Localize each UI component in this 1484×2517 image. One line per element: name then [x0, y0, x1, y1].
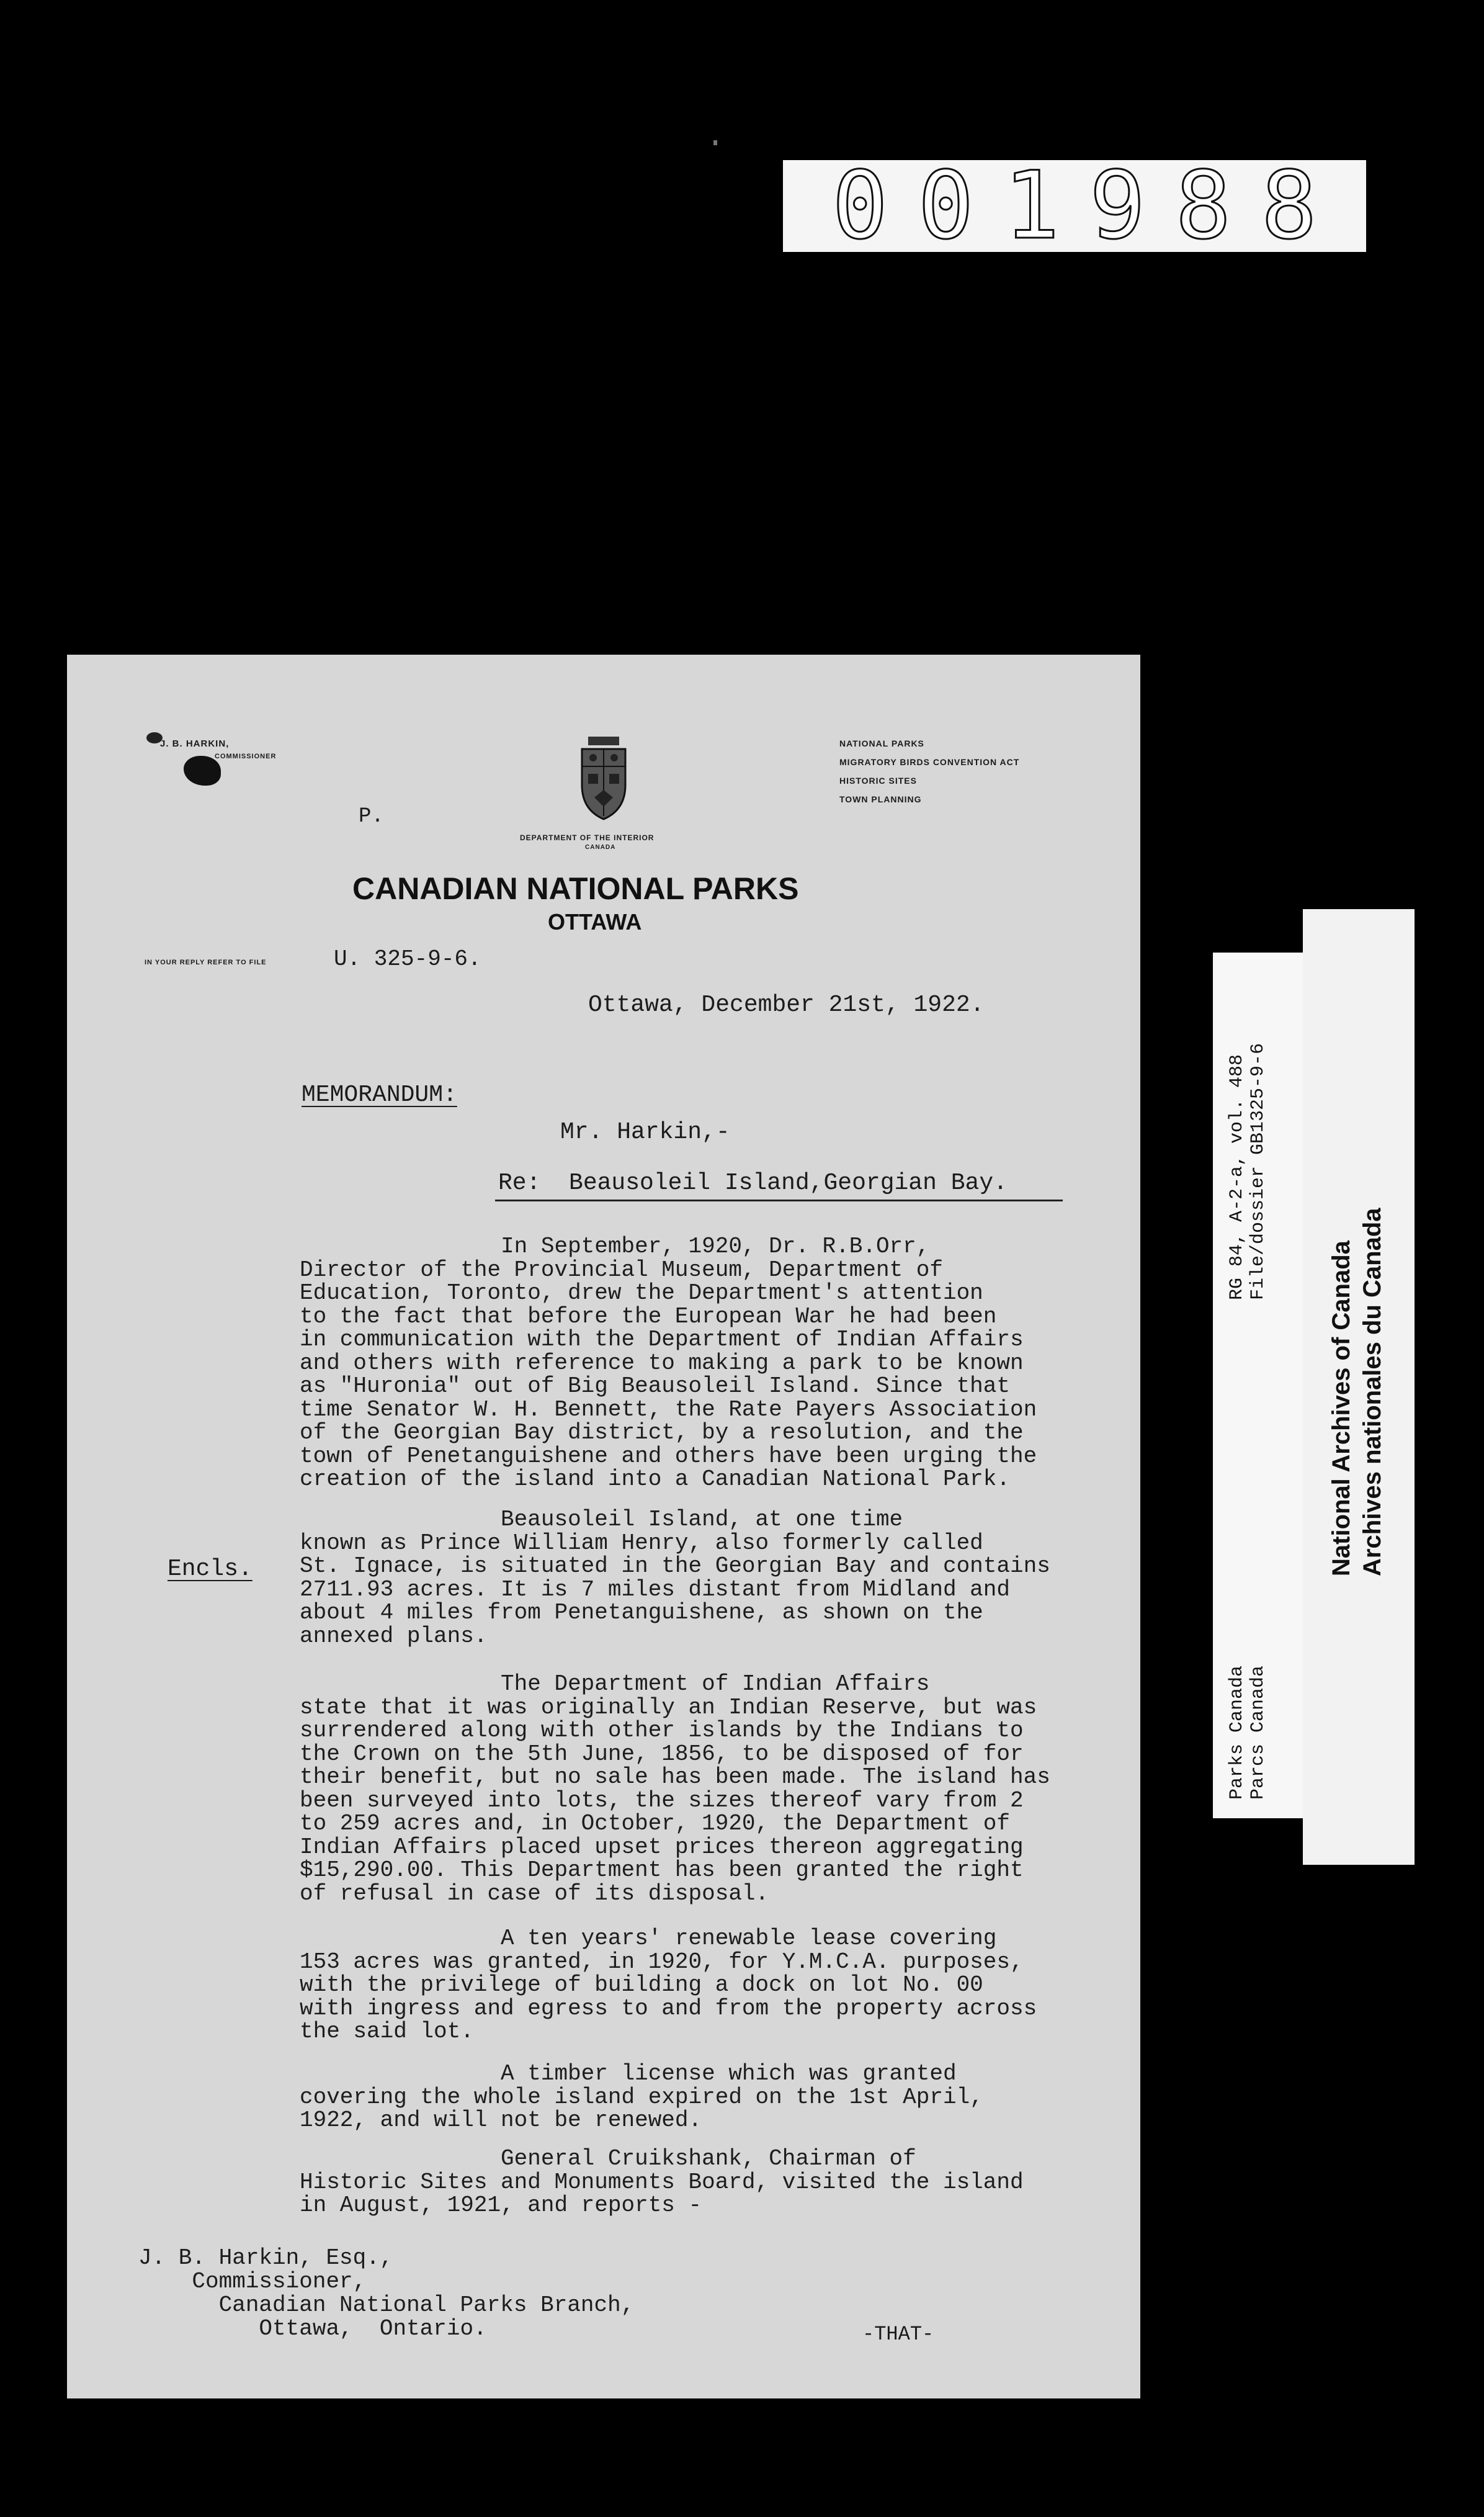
text-line: 1922, and will not be renewed. [300, 2107, 702, 2133]
text-line: St. Ignace, is situated in the Georgian Bay and contains [300, 1553, 1050, 1579]
text-line: Education, Toronto, drew the Department's attention [300, 1280, 983, 1306]
archive-reference-card [1213, 953, 1306, 1818]
text-line: been surveyed into lots, the sizes thereof vary from 2 [300, 1787, 1024, 1813]
text-line: $15,290.00. This Department has been granted the right [300, 1857, 1024, 1883]
text-line: Director of the Provincial Museum, Department of [300, 1257, 943, 1283]
frame-number: 001988 [832, 152, 1347, 260]
text-line: annexed plans. [300, 1623, 488, 1649]
text-line: surrendered along with other islands by the Indians to [300, 1718, 1024, 1743]
address-line: J. B. Harkin, Esq., [138, 2245, 393, 2271]
text-line: known as Prince William Henry, also formerly called [300, 1530, 983, 1556]
text-line: 153 acres was granted, in 1920, for Y.M.C.A. purposes, [300, 1949, 1024, 1975]
text-line: A timber license which was granted [300, 2061, 957, 2086]
text-line: A ten years' renewable lease covering [300, 1926, 997, 1951]
national-archives-card [1303, 909, 1415, 1865]
paragraph-3 [300, 1672, 1050, 1905]
text-line: in August, 1921, and reports - [300, 2192, 702, 2218]
paragraph-2 [300, 1508, 1050, 1648]
text-line: about 4 miles from Penetanguishene, as shown on the [300, 1600, 983, 1625]
text-line: and others with reference to making a park to be known [300, 1350, 1024, 1376]
text-line: their benefit, but no sale has been made. The island has [300, 1764, 1050, 1790]
ink-stain [184, 756, 221, 786]
text-line: as "Huronia" out of Big Beausoleil Island. Since that [300, 1373, 1010, 1399]
text-line: creation of the island into a Canadian National Park. [300, 1466, 1010, 1492]
address-line: Canadian National Parks Branch, [138, 2292, 635, 2318]
text-line: time Senator W. H. Bennett, the Rate Payers Association [300, 1396, 1037, 1422]
text-line: 2711.93 acres. It is 7 miles distant from Midland and [300, 1576, 1010, 1602]
department-caption-country: CANADA [585, 844, 616, 851]
file-ref-value: U. 325-9-6. [334, 946, 481, 972]
archive-ref-line1: RG 84, A-2-a, vol. 488 [1227, 1054, 1248, 1300]
film-speck [713, 140, 717, 145]
branch-historic-sites: HISTORIC SITES [839, 776, 917, 786]
national-archives-fr: Archives nationales du Canada [1359, 1208, 1386, 1576]
text-line: In September, 1920, Dr. R.B.Orr, [300, 1234, 930, 1259]
text-line: Historic Sites and Monuments Board, visited the island [300, 2169, 1024, 2195]
paragraph-4 [300, 1927, 1037, 2044]
address-line: Commissioner, [138, 2269, 367, 2294]
text-line: of the Georgian Bay district, by a resolution, and the [300, 1420, 1024, 1445]
parks-canada-en: Parks Canada [1227, 1665, 1248, 1800]
address-line: Ottawa, Ontario. [138, 2316, 487, 2341]
paragraph-6 [300, 2147, 1024, 2217]
branch-migratory-birds: MIGRATORY BIRDS CONVENTION ACT [839, 757, 1020, 767]
text-line: covering the whole island expired on the 1st April, [300, 2084, 983, 2110]
memo-label: MEMORANDUM: [302, 1082, 457, 1108]
text-line: in communication with the Department of Indian Affairs [300, 1327, 1024, 1352]
addressee: Mr. Harkin,- [560, 1119, 730, 1146]
frame-number-box [783, 152, 1366, 260]
department-caption: DEPARTMENT OF THE INTERIOR [520, 833, 655, 842]
subject-line: Re: Beausoleil Island,Georgian Bay. [498, 1170, 1008, 1196]
branch-town-planning: TOWN PLANNING [839, 794, 922, 804]
text-line: with the privilege of building a dock on lot No. 00 [300, 1972, 983, 1998]
text-line: Beausoleil Island, at one time [300, 1507, 903, 1532]
address-block [138, 2246, 634, 2341]
commissioner-title: COMMISSIONER [215, 753, 277, 760]
commissioner-name: J. B. HARKIN, [160, 738, 230, 749]
text-line: to the fact that before the European War he had been [300, 1303, 997, 1329]
initial: P. [359, 805, 384, 828]
paragraph-1 [300, 1235, 1037, 1491]
letter-page [67, 655, 1140, 2398]
text-line: state that it was originally an Indian Reserve, but was [300, 1694, 1037, 1720]
date-line: Ottawa, December 21st, 1922. [588, 992, 985, 1018]
parks-canada-fr: Parcs Canada [1248, 1665, 1269, 1800]
text-line: The Department of Indian Affairs [300, 1671, 930, 1697]
branch-national-parks: NATIONAL PARKS [839, 738, 924, 748]
text-line: General Cruikshank, Chairman of [300, 2146, 916, 2171]
subject-rule [495, 1200, 1063, 1201]
continuation-mark: -THAT- [862, 2323, 934, 2346]
text-line: with ingress and egress to and from the property across [300, 1995, 1037, 2021]
letterhead-title: CANADIAN NATIONAL PARKS [352, 871, 799, 906]
margin-note-encls: Encls. [168, 1556, 253, 1582]
text-line: the Crown on the 5th June, 1856, to be disposed of for [300, 1741, 1024, 1767]
national-archives-en: National Archives of Canada [1328, 1241, 1355, 1576]
paragraph-5 [300, 2062, 983, 2132]
file-ref-label: IN YOUR REPLY REFER TO FILE [145, 959, 267, 966]
letterhead-city: OTTAWA [548, 909, 642, 935]
text-line: of refusal in case of its disposal. [300, 1880, 769, 1906]
text-line: the said lot. [300, 2019, 474, 2044]
archive-ref-line2: File/dossier GB1325-9-6 [1248, 1043, 1269, 1300]
text-line: town of Penetanguishene and others have been urging the [300, 1443, 1037, 1469]
text-line: to 259 acres and, in October, 1920, the Department of [300, 1811, 1010, 1836]
crest-icon [570, 735, 638, 828]
text-line: Indian Affairs placed upset prices thereon aggregating [300, 1834, 1024, 1860]
